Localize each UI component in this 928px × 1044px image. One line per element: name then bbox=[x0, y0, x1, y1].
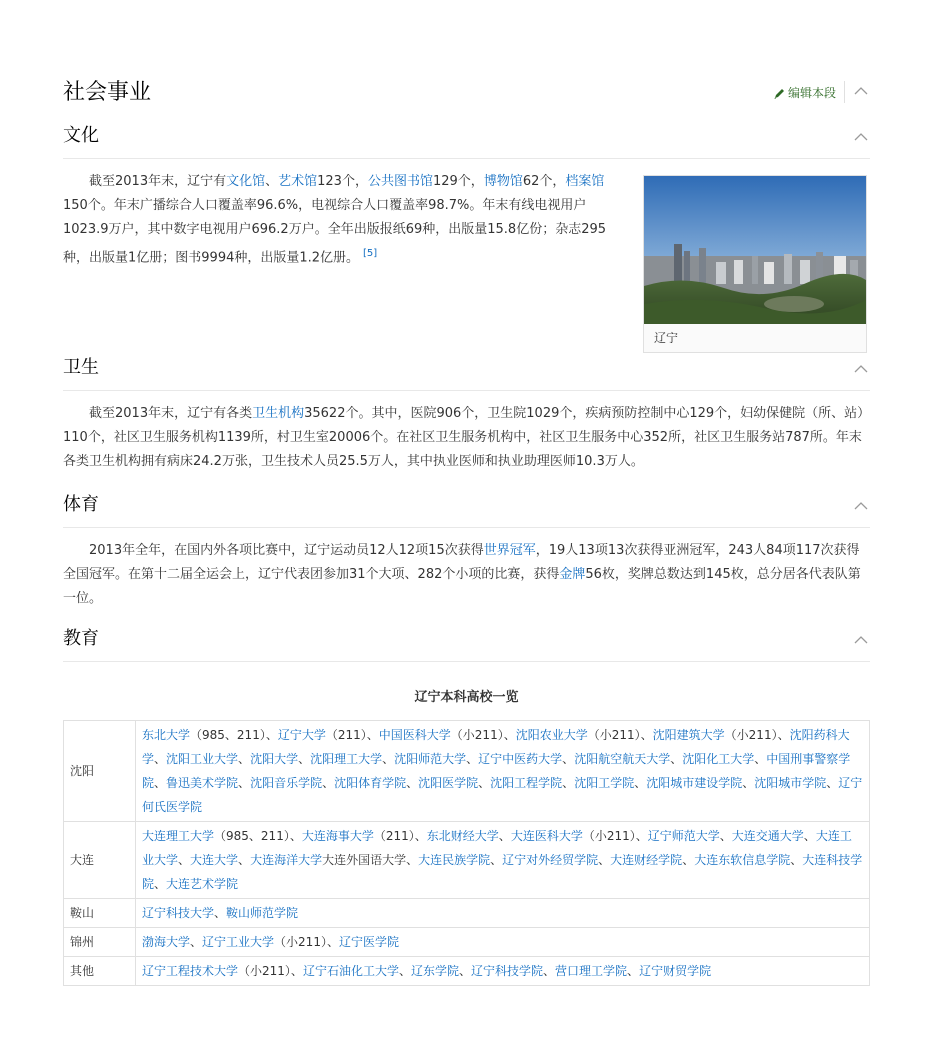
university-link[interactable]: 中国刑事警察学院 bbox=[142, 752, 851, 790]
culture-paragraph bbox=[63, 170, 623, 270]
university-link[interactable]: 辽东学院 bbox=[410, 964, 459, 978]
university-link[interactable]: 大连民族学院 bbox=[418, 853, 491, 867]
chevron-up-icon bbox=[854, 501, 868, 511]
university-note: （小211） bbox=[274, 935, 327, 949]
paragraph-text: 150个。年末广播综合人口覆盖率96.6%，电视综合人口覆盖率98.7%。年末有线电视用户1023.9万户，其中数字电视用户696.2万户。全年出版报纸69种，出版量15.8亿份；杂志295种，出版量1亿册；图书9994种，出版量1.2亿册。 bbox=[63, 198, 607, 266]
university-note: （985、211） bbox=[214, 829, 290, 843]
sports-header bbox=[63, 493, 870, 528]
city-cell: 沈阳 bbox=[64, 721, 136, 822]
health-header bbox=[63, 356, 870, 391]
university-list-cell: 辽宁工程技术大学（小211）、辽宁石油化工大学、辽东学院、辽宁科技学院、营口理工学院、辽宁财贸学院 bbox=[136, 957, 870, 986]
university-table bbox=[63, 720, 870, 986]
inline-link[interactable]: 公共图书馆 bbox=[367, 174, 433, 189]
university-list-cell: 东北大学（985、211）、辽宁大学（211）、中国医科大学（小211）、沈阳农业大学（小211）、沈阳建筑大学（小211）、沈阳药科大学、沈阳工业大学、沈阳大学、沈阳理工大学、沈阳师范大学、辽宁中医药大学、沈阳航空航天大学、沈阳化工大学、中国刑事警察学院、鲁迅美术学院、沈阳音乐学院、沈阳体育学院、沈阳医学院、沈阳工程学院、沈阳工学院、沈阳城市建设学院、沈阳城市学院、辽宁何氏医学院 bbox=[136, 721, 870, 822]
university-link[interactable]: 沈阳医学院 bbox=[418, 776, 479, 790]
paragraph-text: 35622个。其中，医院906个，卫生院1029个，疾病预防控制中心129个，妇幼保健院（所、站）110个，社区卫生服务机构1139所，村卫生室20006个。在社区卫生服务机构中，社区卫生服务中心352所，社区卫生服务站787所。年末各类卫生机构拥有病床24.2万张，卫生技术人员25.5万人，其中执业医师和执业助理医师10.3万人。 bbox=[63, 406, 864, 469]
university-link[interactable]: 大连科技学院 bbox=[142, 853, 863, 891]
university-link[interactable]: 沈阳师范大学 bbox=[394, 752, 467, 766]
table-row bbox=[64, 822, 870, 899]
health-heading: 卫生 bbox=[63, 357, 99, 378]
university-note: （小211） bbox=[587, 728, 641, 742]
sports-heading: 体育 bbox=[63, 494, 99, 515]
education-header bbox=[63, 627, 870, 662]
collapse-culture-button[interactable] bbox=[854, 132, 868, 142]
university-link[interactable]: 辽宁何氏医学院 bbox=[142, 776, 863, 814]
university-link[interactable]: 营口理工学院 bbox=[555, 964, 628, 978]
paragraph-text: 129个， bbox=[432, 174, 484, 189]
table-title: 辽宁本科高校一览 bbox=[414, 690, 519, 705]
university-link[interactable]: 大连东软信息学院 bbox=[694, 853, 791, 867]
culture-header bbox=[63, 124, 870, 159]
university-link[interactable]: 大连大学 bbox=[190, 853, 239, 867]
university-link[interactable]: 辽宁中医药大学 bbox=[478, 752, 563, 766]
city-cell: 大连 bbox=[64, 822, 136, 899]
university-link[interactable]: 辽宁师范大学 bbox=[647, 829, 720, 843]
inline-link[interactable]: 艺术馆 bbox=[278, 174, 318, 189]
inline-link[interactable]: 博物馆 bbox=[483, 174, 523, 189]
city-cell: 其他 bbox=[64, 957, 136, 986]
university-link[interactable]: 辽宁工程技术大学 bbox=[142, 964, 239, 978]
university-link[interactable]: 大连财经学院 bbox=[610, 853, 683, 867]
university-link[interactable]: 大连理工大学 bbox=[142, 829, 215, 843]
section-header bbox=[63, 78, 870, 112]
university-list-cell: 渤海大学、辽宁工业大学（小211）、辽宁医学院 bbox=[136, 928, 870, 957]
university-note: （小211） bbox=[582, 829, 636, 843]
city-cell: 鞍山 bbox=[64, 899, 136, 928]
university-link[interactable]: 沈阳化工大学 bbox=[682, 752, 755, 766]
paragraph-text: 123个， bbox=[317, 174, 368, 189]
chevron-up-icon bbox=[854, 635, 868, 645]
table-row bbox=[64, 928, 870, 957]
paragraph-text: 截至2013年末，辽宁有 bbox=[89, 174, 227, 189]
university-link[interactable]: 渤海大学 bbox=[142, 935, 191, 949]
collapse-section-button[interactable] bbox=[854, 86, 868, 96]
education-heading: 教育 bbox=[63, 628, 99, 649]
university-link[interactable]: 沈阳音乐学院 bbox=[250, 776, 323, 790]
sports-paragraph bbox=[63, 539, 870, 611]
university-list-cell: 辽宁科技大学、鞍山师范学院 bbox=[136, 899, 870, 928]
paragraph-text: 56枚，奖牌总数达到145枚，总分居各代表队第一位。 bbox=[63, 567, 861, 606]
university-link[interactable]: 大连医科大学 bbox=[510, 829, 583, 843]
university-link[interactable]: 沈阳建筑大学 bbox=[652, 728, 725, 742]
inline-link[interactable]: 文化馆 bbox=[226, 174, 266, 189]
city-photo bbox=[644, 176, 866, 324]
table-row bbox=[64, 899, 870, 928]
collapse-health-button[interactable] bbox=[854, 364, 868, 374]
inline-link[interactable]: 金牌 bbox=[559, 567, 586, 582]
university-link[interactable]: 鞍山师范学院 bbox=[226, 906, 299, 920]
collapse-sports-button[interactable] bbox=[854, 501, 868, 511]
chevron-up-icon bbox=[854, 364, 868, 374]
city-cell: 锦州 bbox=[64, 928, 136, 957]
university-link[interactable]: 辽宁大学 bbox=[277, 728, 326, 742]
university-link[interactable]: 沈阳航空航天大学 bbox=[574, 752, 671, 766]
chevron-up-icon bbox=[854, 86, 868, 96]
university-note: （小211） bbox=[450, 728, 504, 742]
university-link[interactable]: 沈阳工程学院 bbox=[490, 776, 563, 790]
university-link[interactable]: 辽宁对外经贸学院 bbox=[502, 853, 599, 867]
university-link[interactable]: 沈阳体育学院 bbox=[334, 776, 407, 790]
collapse-education-button[interactable] bbox=[854, 635, 868, 645]
university-link[interactable]: 大连交通大学 bbox=[731, 829, 804, 843]
divider bbox=[844, 81, 845, 103]
university-link[interactable]: 大连艺术学院 bbox=[166, 877, 239, 891]
university-list-cell: 大连理工大学（985、211）、大连海事大学（211）、东北财经大学、大连医科大学（小211）、辽宁师范大学、大连交通大学、大连工业大学、大连大学、大连海洋大学大连外国语大学、大连民族学院、辽宁对外经贸学院、大连财经学院、大连东软信息学院、大连科技学院、大连艺术学院 bbox=[136, 822, 870, 899]
university-link[interactable]: 沈阳城市建设学院 bbox=[646, 776, 743, 790]
citation-link[interactable]: [5] bbox=[363, 248, 378, 259]
university-link[interactable]: 辽宁财贸学院 bbox=[639, 964, 712, 978]
image-card[interactable] bbox=[643, 175, 867, 353]
university-note: （小211） bbox=[724, 728, 778, 742]
university-link[interactable]: 鲁迅美术学院 bbox=[166, 776, 239, 790]
inline-link[interactable]: 卫生机构 bbox=[252, 406, 305, 421]
edit-section-label: 编辑本段 bbox=[787, 86, 836, 100]
inline-link[interactable]: 档案馆 bbox=[565, 174, 605, 189]
university-link[interactable]: 辽宁工业大学 bbox=[202, 935, 275, 949]
table-row bbox=[64, 721, 870, 822]
university-link[interactable]: 东北大学 bbox=[142, 728, 191, 742]
university-link[interactable]: 大连海事大学 bbox=[301, 829, 374, 843]
university-link[interactable]: 沈阳工业大学 bbox=[166, 752, 239, 766]
table-row bbox=[64, 957, 870, 986]
edit-section-button[interactable] bbox=[773, 84, 836, 102]
paragraph-text: ，19人13项13次获得亚洲冠军，243人84项117次获得全国冠军。在第十二届全运会上，辽宁代表团参加31个大项、282个小项的比赛，获得 bbox=[63, 543, 860, 582]
university-note: 大连外国语大学 bbox=[322, 853, 407, 867]
university-link[interactable]: 辽宁石油化工大学 bbox=[302, 964, 399, 978]
university-link[interactable]: 辽宁科技大学 bbox=[142, 906, 215, 920]
university-note: （小211） bbox=[238, 964, 291, 978]
paragraph-text: 、 bbox=[265, 174, 279, 189]
university-link[interactable]: 大连海洋大学 bbox=[250, 853, 323, 867]
inline-link[interactable]: 世界冠军 bbox=[483, 543, 536, 558]
university-link[interactable]: 中国医科大学 bbox=[378, 728, 451, 742]
image-caption: 辽宁 bbox=[654, 331, 679, 345]
chevron-up-icon bbox=[854, 132, 868, 142]
university-note: （985、211） bbox=[190, 728, 266, 742]
university-link[interactable]: 东北财经大学 bbox=[426, 829, 499, 843]
university-link[interactable]: 辽宁医学院 bbox=[338, 935, 399, 949]
university-link[interactable]: 沈阳工学院 bbox=[574, 776, 635, 790]
university-link[interactable]: 辽宁科技学院 bbox=[471, 964, 544, 978]
university-note: （211） bbox=[325, 728, 367, 742]
university-note: （211） bbox=[373, 829, 415, 843]
paragraph-text: 截至2013年末，辽宁有各类 bbox=[89, 406, 253, 421]
university-link[interactable]: 沈阳药科大学 bbox=[142, 728, 850, 766]
university-link[interactable]: 沈阳农业大学 bbox=[515, 728, 588, 742]
paragraph-text: 2013年全年，在国内外各项比赛中，辽宁运动员12人12项15次获得 bbox=[89, 543, 484, 558]
culture-heading: 文化 bbox=[63, 125, 99, 146]
paragraph-text: 62个， bbox=[522, 174, 566, 189]
university-link[interactable]: 大连工业大学 bbox=[142, 829, 852, 867]
pencil-icon bbox=[773, 87, 786, 100]
university-link[interactable]: 沈阳大学 bbox=[250, 752, 299, 766]
health-paragraph bbox=[63, 402, 870, 474]
university-link[interactable]: 沈阳城市学院 bbox=[754, 776, 827, 790]
university-link[interactable]: 沈阳理工大学 bbox=[310, 752, 383, 766]
section-title: 社会事业 bbox=[63, 80, 152, 105]
